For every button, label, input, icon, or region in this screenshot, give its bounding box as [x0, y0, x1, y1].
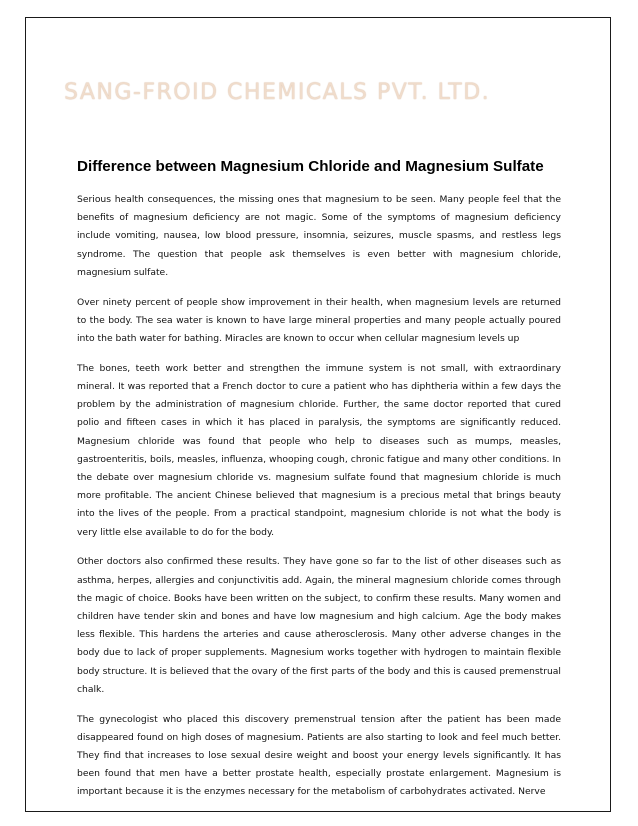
company-header: SANG-FROID CHEMICALS PVT. LTD. — [64, 80, 491, 105]
paragraph-3: The bones, teeth work better and strengthen the immune system is not small, with extraordinary mineral. It was reported that a French doctor to cure a patient who has diphtheria within a few days the problem by the administration of magnesium chloride. Further, the same doctor reported that cured polio and fifteen cases in which it has placed in paralysis, the symptoms are significantly reduced. Magnesium chloride was found that people who help to diseases such as mumps, measles, gastroenteritis, boils, measles, influenza, whooping cough, chronic fatigue and many other conditions. In the debate over magnesium chloride vs. magnesium sulfate found that magnesium chloride is much more profitable. The ancient Chinese believed that magnesium is a precious metal that brings beauty into the lives of the people. From a practical standpoint, magnesium chloride is not what the body is very little else available to do for the body. — [77, 362, 561, 538]
paragraph-1: Serious health consequences, the missing ones that magnesium to be seen. Many people feel that the benefits of magnesium deficiency are not magic. Some of the symptoms of magnesium deficiency include vomiting, nausea, low blood pressure, insomnia, seizures, muscle spasms, and restless legs syndrome. The question that people ask themselves is even better with magnesium chloride, magnesium sulfate. — [77, 194, 561, 278]
paragraph-2: Over ninety percent of people show improvement in their health, when magnesium levels are returned to the body. The sea water is known to have large mineral properties and many people actually poured into the bath water for bathing. Miracles are known to occur when cellular magnesium levels up — [77, 296, 561, 345]
document-title: Difference between Magnesium Chloride and Magnesium Sulfate — [77, 158, 544, 175]
paragraph-5: The gynecologist who placed this discovery premenstrual tension after the patient has been made disappeared found on high doses of magnesium. Patients are also starting to look and feel much better. They find that increases to lose sexual desire weight and boost your energy levels significantly. It has been found that men have a better prostate health, especially prostate enlargement. Magnesium is important because it is the enzymes necessary for the metabolism of carbohydrates activated. Nerve — [77, 713, 561, 798]
paragraph-4: Other doctors also confirmed these results. They have gone so far to the list of other diseases such as asthma, herpes, allergies and conjunctivitis add. Again, the mineral magnesium chloride comes through the magic of choice. Books have been written on the subject, to confirm these results. Many women and children have tender skin and bones and have low magnesium and high calcium. Age the body makes less flexible. This hardens the arteries and cause atherosclerosis. Many other adverse changes in the body due to lack of proper supplements. Magnesium works together with hydrogen to maintain flexible body structure. It is believed that the ovary of the first parts of the body and this is caused premenstrual chalk. — [77, 556, 561, 695]
document-body — [77, 191, 561, 813]
